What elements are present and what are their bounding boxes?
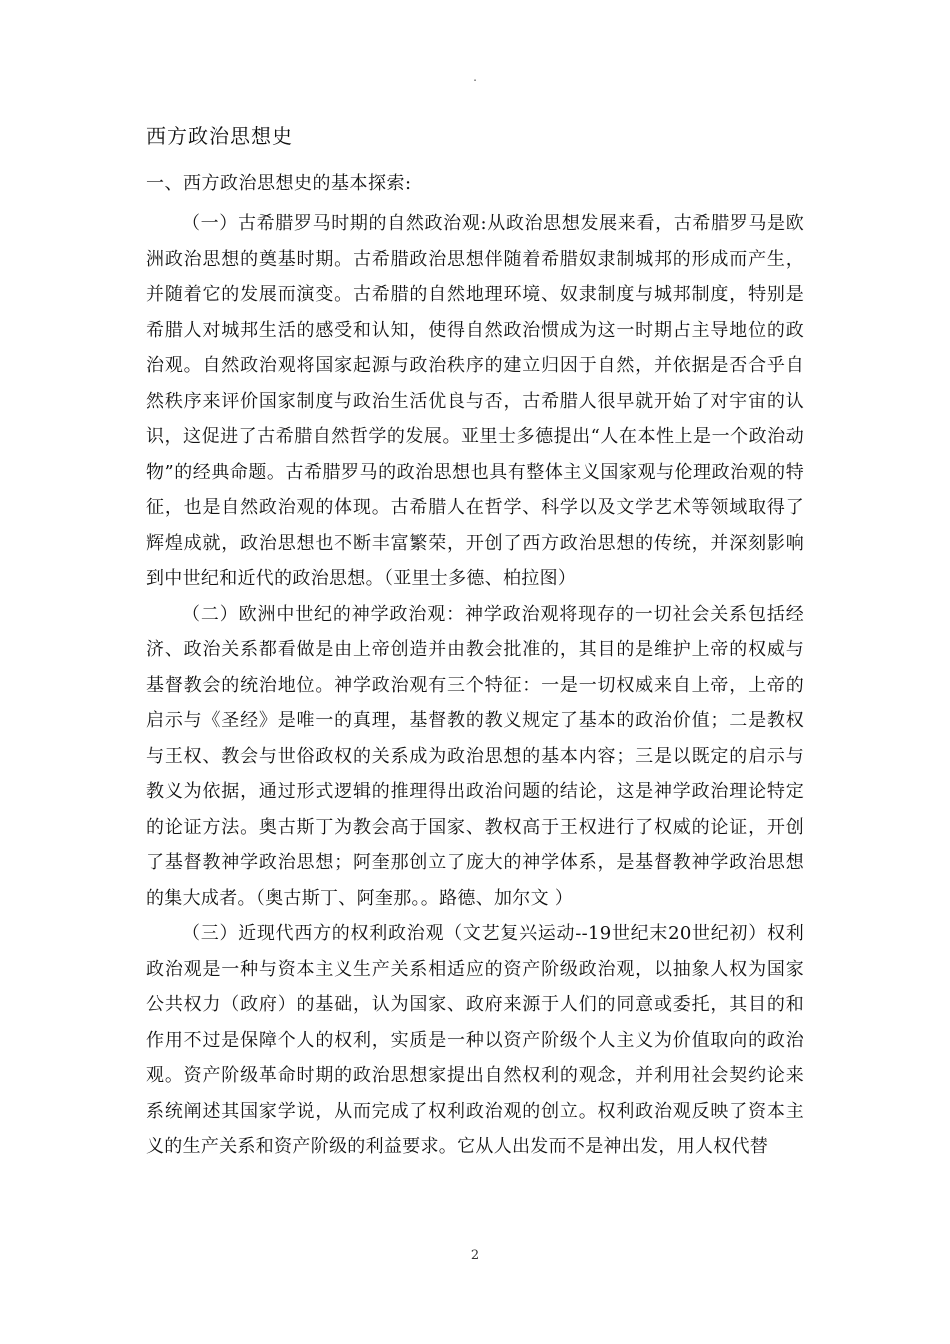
header-mark: . bbox=[473, 70, 477, 84]
paragraph-theological-political-view: （二）欧洲中世纪的神学政治观：神学政治观将现存的一切社会关系包括经济、政治关系都看做是由上帝创造并由教会批准的，其目的是维护上帝的权威与基督教会的统治地位。神学政治观有三个特征：一是一切权威来自上帝，上帝的启示与《圣经》是唯一的真理，基督教的教义规定了基本的政治价值；二是教权与王权、教会与世俗政权的关系成为政治思想的基本内容；三是以既定的启示与教义为依据，通过形式逻辑的推理得出政治问题的结论，这是神学政治理论特定的论证方法。奥古斯丁为教会高于国家、教权高于王权进行了权威的论证，开创了基督教神学政治思想；阿奎那创立了庞大的神学体系，是基督教神学政治思想的集大成者。（奥古斯丁、阿奎那。。路德、加尔文 ） bbox=[146, 603, 804, 909]
document-title: 西方政治思想史 bbox=[146, 124, 293, 148]
paragraph-natural-political-view: （一）古希腊罗马时期的自然政治观:从政治思想发展来看，古希腊罗马是欧洲政治思想的奠基时期。古希腊政治思想伴随着希腊奴隶制城邦的形成而产生，并随着它的发展而演变。古希腊的自然地理环境、奴隶制度与城邦制度，特别是希腊人对城邦生活的感受和认知，使得自然政治惯成为这一时期占主导地位的政治观。自然政治观将国家起源与政治秩序的建立归因于自然，并依据是否合乎自然秩序来评价国家制度与政治生活优良与否，古希腊人很早就开始了对宇宙的认识，这促进了古希腊自然哲学的发展。亚里士多德提出“人在本性上是一个政治动物”的经典命题。古希腊罗马的政治思想也具有整体主义国家观与伦理政治观的特征，也是自然政治观的体现。古希腊人在哲学、科学以及文学艺术等领域取得了辉煌成就，政治思想也不断丰富繁荣，开创了西方政治思想的传统，并深刻影响到中世纪和近代的政治思想。（亚里士多德、柏拉图） bbox=[146, 213, 804, 589]
section-heading: 一、西方政治思想史的基本探索: bbox=[146, 173, 412, 194]
page-number: 2 bbox=[470, 1248, 480, 1263]
paragraph-rights-political-view: （三）近现代西方的权利政治观（文艺复兴运动--19世纪末20世纪初）权利政治观是一种与资本主义生产关系相适应的资产阶级政治观，以抽象人权为国家公共权力（政府）的基础，认为国家、政府来源于人们的同意或委托，其目的和作用不过是保障个人的权利，实质是一种以资产阶级个人主义为价值取向的政治观。资产阶级革命时期的政治思想家提出自然权利的观念，并利用社会契约论来系统阐述其国家学说，从而完成了权利政治观的创立。权利政治观反映了资本主义的生产关系和资产阶级的利益要求。它从人出发而不是神出发，用人权代替 bbox=[146, 923, 804, 1157]
body-text bbox=[146, 206, 804, 1165]
